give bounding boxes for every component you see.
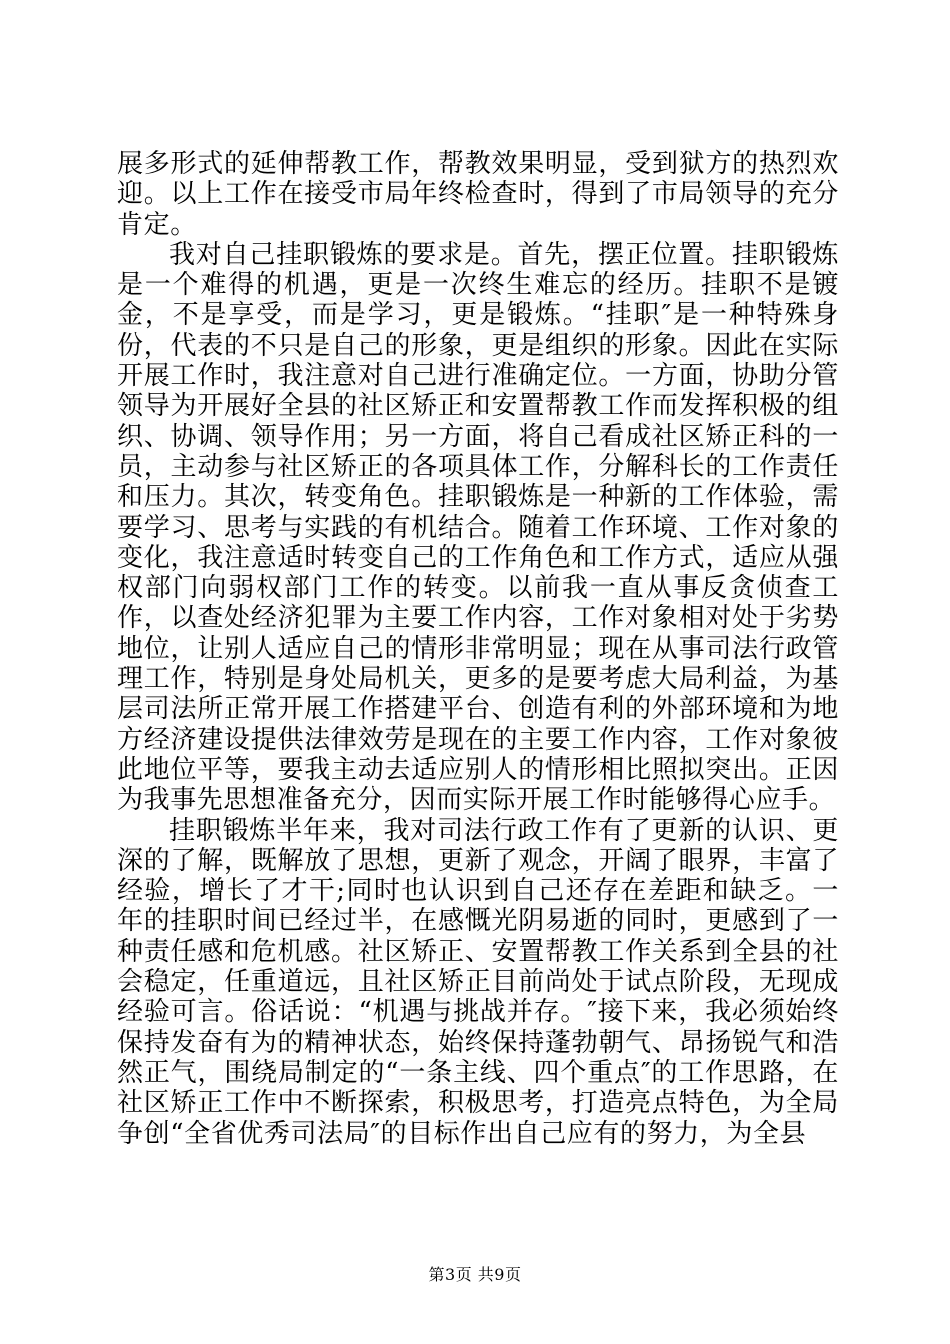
paragraph-reflection: 挂职锻炼半年来，我对司法行政工作有了更新的认识、更深的了解，既解放了思想，更新了观念，开阔了眼界，丰富了经验，增长了才干;同时也认识到自己还存在差距和缺乏。一年的挂职时间已经过半，在感慨光阴易逝的同时，更感到了一种责任感和危机感。社区矫正、安置帮教工作关系到全县的社会稳定，任重道远，且社区矫正目前尚处于试点阶段，无现成经验可言。俗话说：“机遇与挑战并存。″接下来，我必须始终保持发奋有为的精神状态，始终保持蓬勃朝气、昂扬锐气和浩然正气，围绕局制定的“一条主线、四个重点″的工作思路，在社区矫正工作中不断探索，积极思考，打造亮点特色，为全局争创“全省优秀司法局″的目标作出自己应有的努力，为全县 xyxy=(117,815,839,1149)
paragraph-continuation: 展多形式的延伸帮教工作，帮教效果明显，受到狱方的热烈欢迎。以上工作在接受市局年终检查时，得到了市局领导的充分肯定。 xyxy=(117,149,839,240)
paragraph-requirements: 我对自己挂职锻炼的要求是。首先，摆正位置。挂职锻炼是一个难得的机遇，更是一次终生难忘的经历。挂职不是镀金，不是享受，而是学习，更是锻炼。“挂职″是一种特殊身份，代表的不只是自己的形象，更是组织的形象。因此在实际开展工作时，我注意对自己进行准确定位。一方面，协助分管领导为开展好全县的社区矫正和安置帮教工作而发挥积极的组织、协调、领导作用；另一方面，将自己看成社区矫正科的一员，主动参与社区矫正的各项具体工作，分解科长的工作责任和压力。其次，转变角色。挂职锻炼是一种新的工作体验，需要学习、思考与实践的有机结合。随着工作环境、工作对象的变化，我注意适时转变自己的工作角色和工作方式，适应从强权部门向弱权部门工作的转变。以前我一直从事反贪侦查工作，以查处经济犯罪为主要工作内容，工作对象相对处于劣势地位，让别人适应自己的情形非常明显；现在从事司法行政管理工作，特别是身处局机关，更多的是要考虑大局利益，为基层司法所正常开展工作搭建平台、创造有利的外部环境和为地方经济建设提供法律效劳是现在的主要工作内容，工作对象彼此地位平等，要我主动去适应别人的情形相比照拟突出。正因为我事先思想准备充分，因而实际开展工作时能够得心应手。 xyxy=(117,239,839,816)
page-number-footer: 第3页 共9页 xyxy=(428,1265,522,1284)
document-body xyxy=(117,149,839,1149)
